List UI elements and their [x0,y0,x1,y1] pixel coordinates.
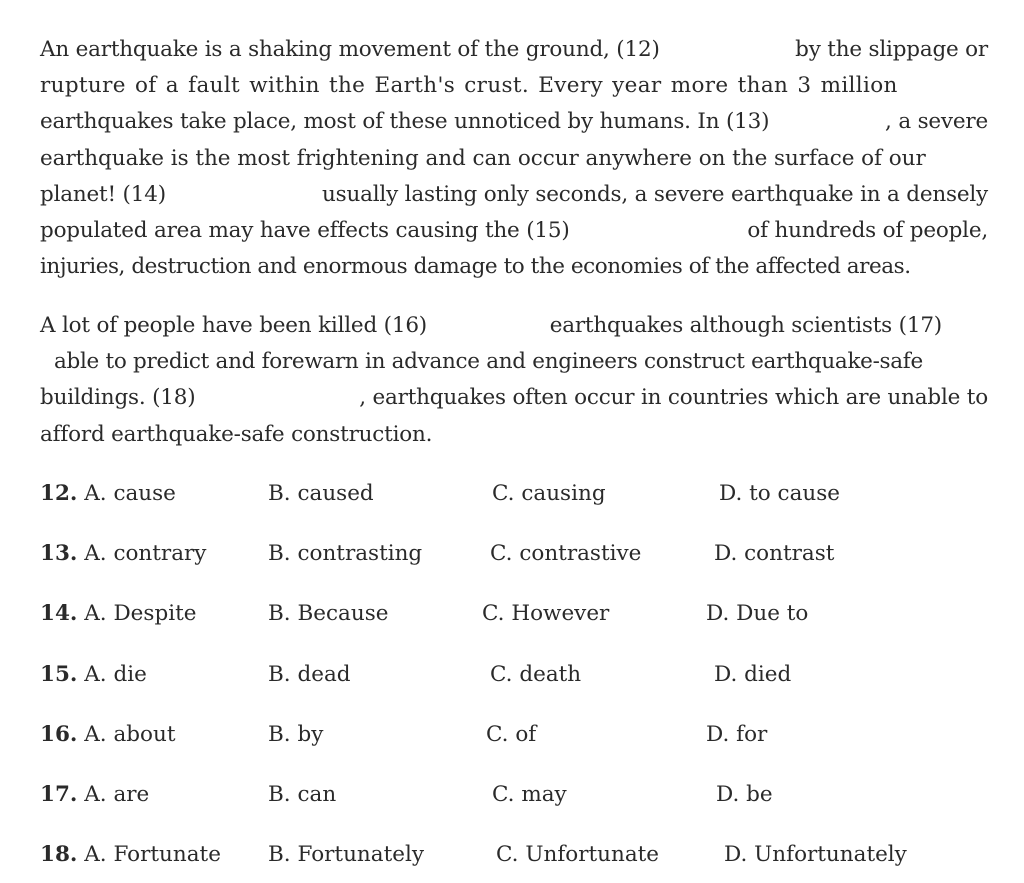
passage-text: , earthquakes often occur in countries which are unable to [359,385,988,411]
passage-text: able to predict and forewarn in advance and engineers construct earthquake-safe [54,349,923,375]
option-d[interactable]: D. to cause [719,481,841,506]
passage-text: , a severe [885,109,988,135]
passage-line [40,344,988,380]
passage-line [40,308,942,344]
passage-line [40,380,988,416]
passage-line [40,213,988,249]
option-b[interactable]: B. dead [268,662,351,687]
passage-line [40,417,988,453]
option-c[interactable]: C. of [486,722,537,747]
passage-line [40,141,988,177]
option-b[interactable]: B. caused [268,481,374,506]
passage-line [40,249,988,285]
option-b[interactable]: B. Because [268,601,389,626]
option-a-text: A. contrary [84,541,207,566]
option-d[interactable]: D. died [714,662,792,687]
passage-text: earthquakes take place, most of these unnoticed by humans. In (13) [40,109,770,135]
option-b[interactable]: B. Fortunately [268,842,424,867]
option-a-text: A. cause [84,481,176,506]
option-a[interactable] [40,536,206,572]
passage-text: A lot of people have been killed (16) [40,313,427,338]
option-c[interactable]: C. may [492,782,567,807]
passage-paragraph-1 [40,32,988,285]
question-number: 14. [40,601,78,626]
option-a-text: A. Despite [84,601,197,626]
option-d[interactable]: D. contrast [714,541,835,566]
question-number: 15. [40,662,78,687]
passage-text: earthquake is the most frightening and can occur anywhere on the surface of our [40,145,926,171]
passage-text: populated area may have effects causing the (15) [40,218,570,244]
passage-text: planet! (14) [40,181,166,207]
option-a-text: A. are [84,782,150,807]
question-number: 13. [40,541,78,566]
option-a[interactable] [40,596,196,632]
passage-text: An earthquake is a shaking movement of the ground, (12) [40,37,660,62]
option-a[interactable] [40,657,147,693]
passage-text: by the slippage or [795,37,988,62]
passage-line [40,177,988,213]
passage-text: earthquakes although scientists (17) [549,313,942,338]
option-b[interactable]: B. contrasting [268,541,423,566]
question-number: 17. [40,782,78,807]
option-a[interactable] [40,777,149,813]
option-a-text: A. about [84,722,176,747]
option-c[interactable]: C. causing [492,481,606,506]
option-a[interactable] [40,717,175,753]
passage-text: injuries, destruction and enormous damage to the economies of the affected areas. [40,254,911,280]
passage-text: rupture of a fault within the Earth's crust. Every year more than 3 million [40,73,898,99]
passage-text: usually lasting only seconds, a severe earthquake in a densely [321,181,988,207]
passage-text: afford earthquake-safe construction. [40,421,433,447]
option-a-text: A. Fortunate [84,842,221,867]
option-a-text: A. die [84,662,147,687]
option-c[interactable]: C. contrastive [490,541,642,566]
option-b[interactable]: B. by [268,722,324,747]
option-c[interactable]: C. death [490,662,582,687]
question-number: 12. [40,481,78,506]
option-d[interactable]: D. Due to [706,601,809,626]
passage-text: buildings. (18) [40,385,196,411]
option-d[interactable]: D. Unfortunately [724,842,907,867]
option-b[interactable]: B. can [268,782,337,807]
option-a[interactable] [40,837,221,873]
passage-line [40,104,988,140]
question-number: 18. [40,842,78,867]
option-d[interactable]: D. be [716,782,773,807]
option-a[interactable] [40,476,176,512]
passage-line [40,68,988,104]
passage-paragraph-2 [40,308,988,453]
question-number: 16. [40,722,78,747]
option-d[interactable]: D. for [706,722,768,747]
option-c[interactable]: C. However [482,601,610,626]
option-c[interactable]: C. Unfortunate [496,842,660,867]
passage-line [40,32,988,68]
passage-text: of hundreds of people, [747,218,988,244]
